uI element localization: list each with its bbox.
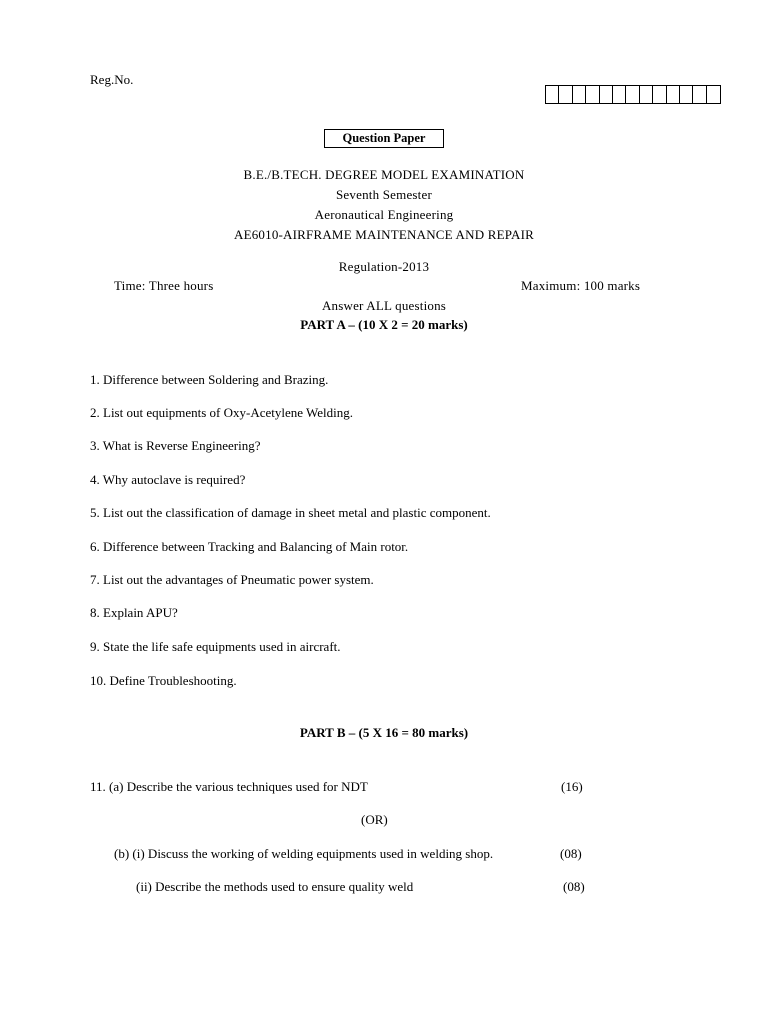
instruction: Answer ALL questions — [321, 298, 447, 313]
reg-number-box — [573, 86, 586, 103]
part-a-question-2: 2. List out equipments of Oxy-Acetylene Welding. — [90, 405, 353, 420]
question-11b-i-marks: (08) — [560, 846, 582, 861]
reg-no-label: Reg.No. — [90, 72, 134, 87]
department: Aeronautical Engineering — [314, 207, 454, 222]
part-a-question-5: 5. List out the classification of damage in sheet metal and plastic component. — [90, 505, 491, 520]
reg-number-box — [653, 86, 666, 103]
reg-number-box — [640, 86, 653, 103]
part-a-question-4: 4. Why autoclave is required? — [90, 472, 246, 487]
maximum-marks: Maximum: 100 marks — [521, 278, 641, 293]
part-a-question-9: 9. State the life safe equipments used in aircraft. — [90, 639, 341, 654]
or-separator: (OR) — [361, 812, 388, 827]
reg-number-box — [600, 86, 613, 103]
question-11b-ii-marks: (08) — [563, 879, 585, 894]
part-a-question-8: 8. Explain APU? — [90, 605, 178, 620]
reg-number-box — [546, 86, 559, 103]
part-a-question-1: 1. Difference between Soldering and Brazing. — [90, 372, 329, 387]
reg-number-box — [586, 86, 599, 103]
question-paper-label: Question Paper — [324, 129, 444, 148]
part-a-question-7: 7. List out the advantages of Pneumatic power system. — [90, 572, 374, 587]
reg-number-box — [680, 86, 693, 103]
reg-number-box — [626, 86, 639, 103]
reg-number-box — [559, 86, 572, 103]
reg-number-box — [613, 86, 626, 103]
part-a-question-10: 10. Define Troubleshooting. — [90, 673, 237, 688]
part-b-title: PART B – (5 X 16 = 80 marks) — [299, 725, 469, 740]
part-b-question-11a: 11. (a) Describe the various techniques used for NDT — [90, 779, 368, 794]
exam-title: B.E./B.TECH. DEGREE MODEL EXAMINATION — [243, 167, 525, 182]
part-a-title: PART A – (10 X 2 = 20 marks) — [300, 317, 468, 332]
reg-number-box — [693, 86, 706, 103]
semester: Seventh Semester — [336, 187, 432, 202]
reg-number-box — [667, 86, 680, 103]
part-b-question-11b-i: (b) (i) Discuss the working of welding equipments used in welding shop. — [114, 846, 494, 861]
course-title: AE6010-AIRFRAME MAINTENANCE AND REPAIR — [234, 227, 534, 242]
time-allowed: Time: Three hours — [114, 278, 214, 293]
regulation: Regulation-2013 — [338, 259, 430, 274]
part-a-question-3: 3. What is Reverse Engineering? — [90, 438, 261, 453]
question-11a-marks: (16) — [561, 779, 583, 794]
part-a-question-6: 6. Difference between Tracking and Balancing of Main rotor. — [90, 539, 409, 554]
part-b-question-11b-ii: (ii) Describe the methods used to ensure quality weld — [136, 879, 414, 894]
reg-number-box — [707, 86, 720, 103]
reg-number-boxes — [545, 85, 721, 104]
